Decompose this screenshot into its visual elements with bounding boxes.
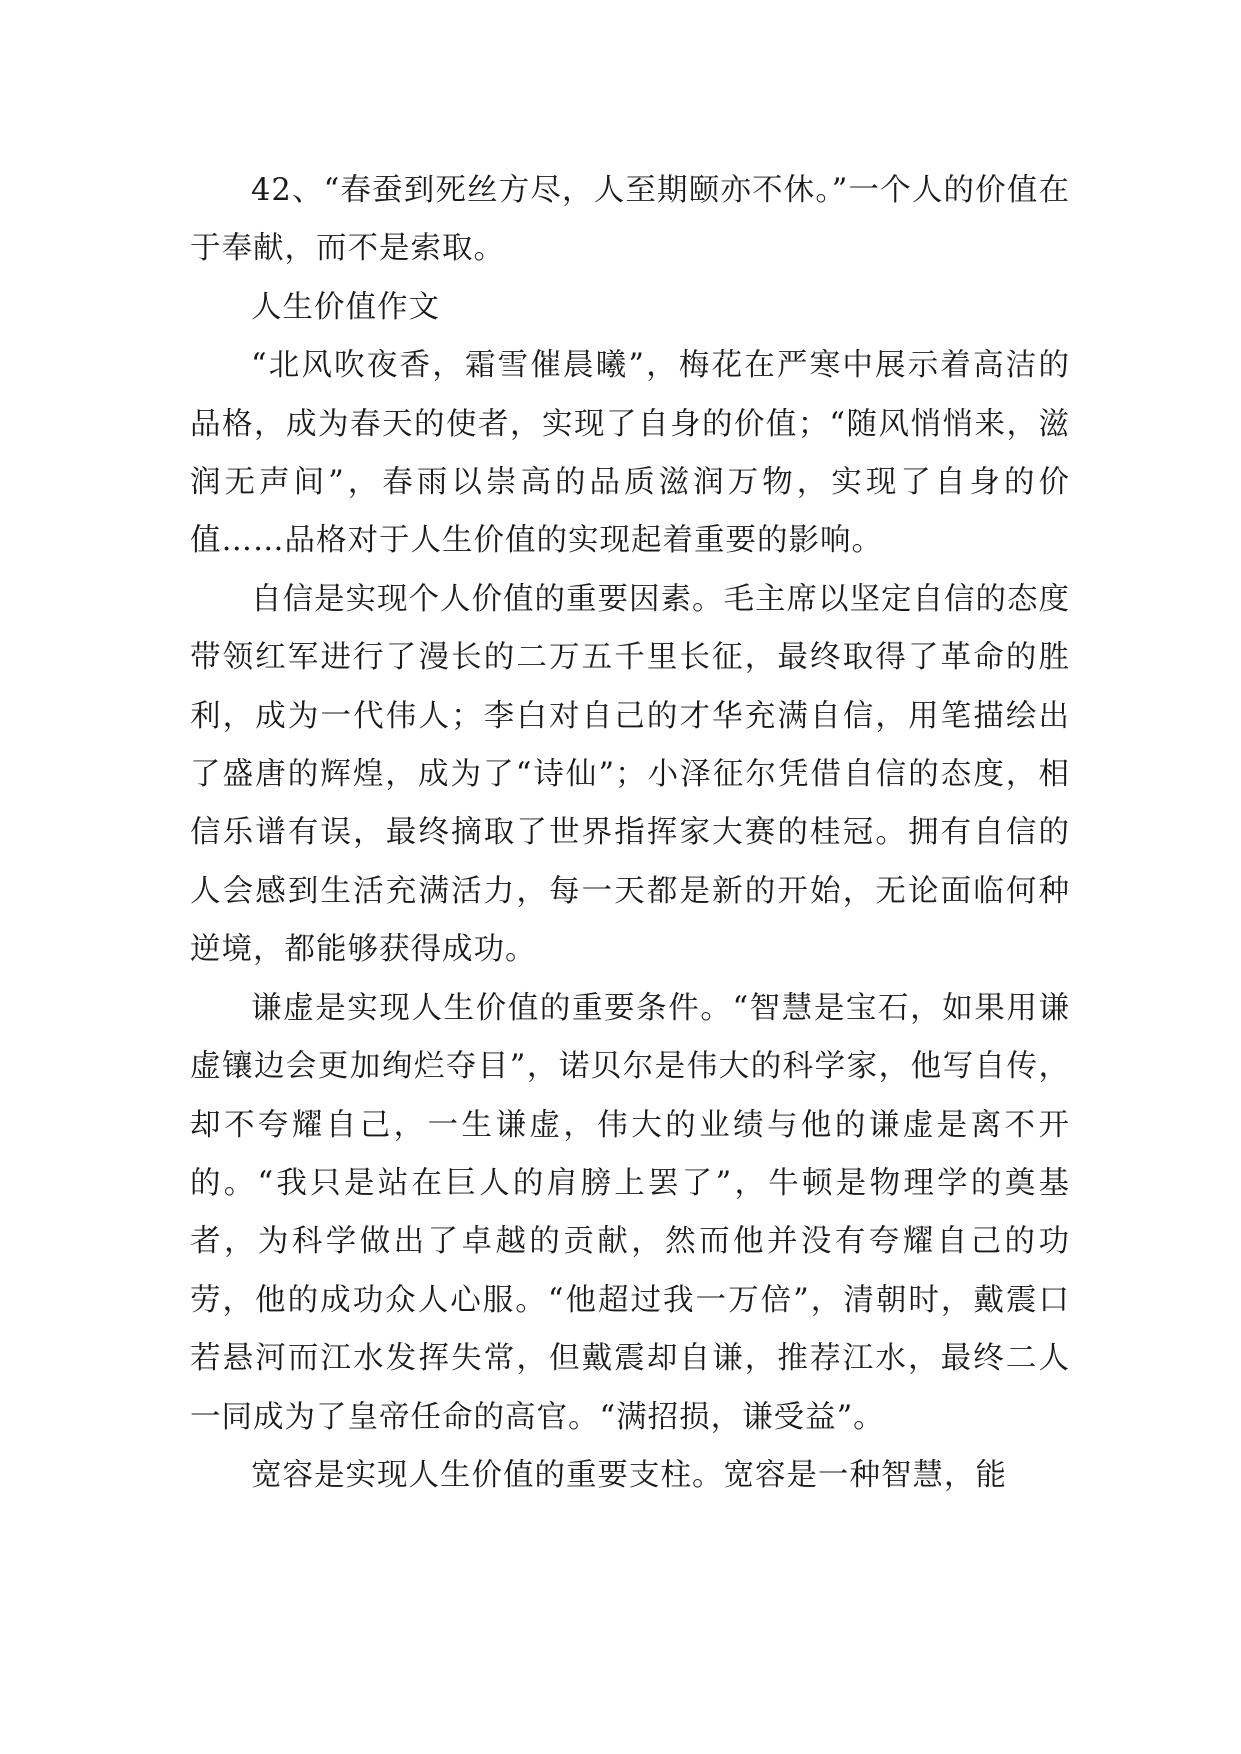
document-body (190, 162, 1070, 1505)
paragraph-modesty: 谦虚是实现人生价值的重要条件。“智慧是宝石，如果用谦虚镶边会更加绚烂夺目”，诺贝尔是伟大的科学家，他写自传，却不夸耀自己，一生谦虚，伟大的业绩与他的谦虚是离不开的。“我只是站在巨人的肩膀上罢了”，牛顿是物理学的奠基者，为科学做出了卓越的贡献，然而他并没有夸耀自己的功劳，他的成功众人心服。“他超过我一万倍”，清朝时，戴震口若悬河而江水发挥失常，但戴震却自谦，推荐江水，最终二人一同成为了皇帝任命的高官。“满招损，谦受益”。 (190, 990, 1070, 1435)
paragraph-character: “北风吹夜香，霜雪催晨曦”，梅花在严寒中展示着高洁的品格，成为春天的使者，实现了自身的价值；“随风悄悄来，滋润无声间”，春雨以崇高的品质滋润万物，实现了自身的价值……品格对于人生价值的实现起着重要的影响。 (190, 348, 1070, 559)
essay-title: 人生价值作文 (251, 289, 440, 325)
paragraph-quote-42: 42、“春蚕到死丝方尽，人至期颐亦不休。”一个人的价值在于奉献，而不是索取。 (190, 173, 1070, 267)
paragraph-tolerance: 宽容是实现人生价值的重要支柱。宽容是一种智慧，能 (251, 1457, 1007, 1493)
paragraph-confidence: 自信是实现个人价值的重要因素。毛主席以坚定自信的态度带领红军进行了漫长的二万五千里长征，最终取得了革命的胜利，成为一代伟人；李白对自己的才华充满自信，用笔描绘出了盛唐的辉煌，成为了“诗仙”；小泽征尔凭借自信的态度，相信乐谱有误，最终摘取了世界指挥家大赛的桂冠。拥有自信的人会感到生活充满活力，每一天都是新的开始，无论面临何种逆境，都能够获得成功。 (190, 581, 1070, 968)
